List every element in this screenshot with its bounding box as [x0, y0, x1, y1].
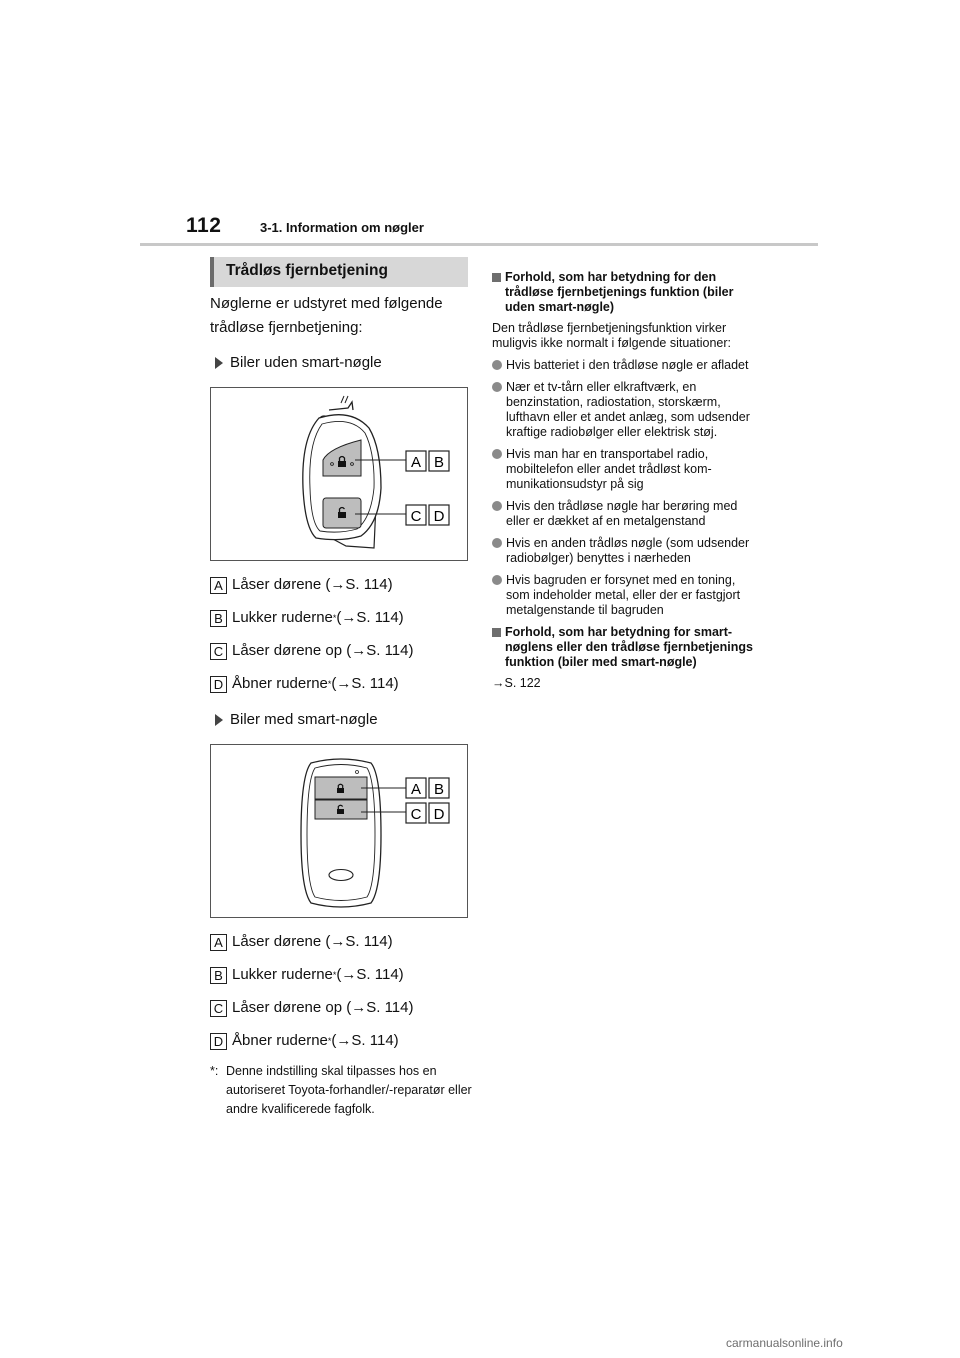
- smart-key-illustration: [211, 745, 469, 919]
- list-item: [492, 380, 754, 440]
- label-text: Lukker ruderne: [232, 609, 333, 626]
- label-row: [210, 573, 472, 597]
- list-item: [492, 499, 754, 529]
- letter-box: C: [210, 643, 227, 660]
- circle-bullet-icon: [492, 501, 502, 511]
- group-title-no-smart-key: [210, 351, 472, 375]
- label-text: Låser dørene op (→S. 114): [232, 999, 414, 1016]
- letter-box: A: [210, 577, 227, 594]
- label-ref: (→S. 114): [336, 966, 404, 983]
- intro-text: Nøglerne er udstyret med følgende trådløse fjernbetjening:: [210, 295, 443, 336]
- letter-box: D: [210, 676, 227, 693]
- list-item-text: Hvis man har en transportabel radio, mobiltelefon eller andet trådløst kommunikationsudstyr på sig: [506, 447, 712, 491]
- condition-heading-text: Forhold, som har betydning for smart-nøglens eller den trådløse fjernbetjenings funktion (biler med smart-nøgle): [505, 625, 753, 669]
- callout-b: B: [433, 781, 445, 798]
- callout-c: C: [410, 806, 422, 823]
- circle-bullet-icon: [492, 538, 502, 548]
- circle-bullet-icon: [492, 575, 502, 585]
- square-bullet-icon: [492, 628, 501, 637]
- condition-intro: Den trådløse fjernbetjeningsfunktion virker muligvis ikke normalt i følgende situationer:: [492, 321, 731, 350]
- page-reference: →S. 122: [492, 676, 541, 690]
- footnote-mark: *:: [210, 1064, 219, 1078]
- callout-d: D: [433, 508, 445, 525]
- label-ref: (→S. 114): [331, 1032, 399, 1049]
- label-text: Åbner ruderne: [232, 675, 328, 692]
- list-item: [492, 447, 754, 492]
- label-row: B Lukker ruderne * (→S. 114): [210, 963, 472, 987]
- heading-box: [210, 257, 468, 287]
- letter-box: C: [210, 1000, 227, 1017]
- triangle-bullet-icon: [215, 714, 223, 726]
- callout-a: A: [410, 454, 422, 471]
- label-text: Åbner ruderne: [232, 1032, 328, 1049]
- label-row: B Lukker ruderne * (→S. 114): [210, 606, 472, 630]
- label-text: Låser dørene (→S. 114): [232, 933, 393, 950]
- condition-heading-2: [492, 625, 754, 670]
- watermark: carmanualsonline.info: [726, 1336, 843, 1350]
- callout-d: D: [433, 806, 445, 823]
- circle-bullet-icon: [492, 449, 502, 459]
- list-item: [492, 358, 754, 373]
- flip-key-illustration: [211, 388, 469, 562]
- group-title-text: Biler uden smart-nøgle: [230, 354, 382, 371]
- footnote: [210, 1062, 472, 1119]
- label-row: [210, 639, 472, 663]
- list-item-text: Hvis en anden trådløs nøgle (som udsender radiobølger) benyttes i nærheden: [506, 536, 750, 565]
- footnote-text: Denne indstilling skal tilpasses hos en autoriseret Toyota-forhandler/-reparatør eller andre kvalificerede fagfolk.: [226, 1064, 472, 1116]
- circle-bullet-icon: [492, 360, 502, 370]
- square-bullet-icon: [492, 273, 501, 282]
- label-ref: (→S. 114): [336, 609, 404, 626]
- triangle-bullet-icon: [215, 357, 223, 369]
- letter-box: D: [210, 1033, 227, 1050]
- label-text: Låser dørene (→S. 114): [232, 576, 393, 593]
- list-item-text: Hvis den trådløse nøgle har berøring med eller er dækket af en metalgenstand: [506, 499, 738, 528]
- circle-bullet-icon: [492, 382, 502, 392]
- section-title: 3-1. Information om nøgler: [260, 220, 424, 235]
- letter-box: B: [210, 967, 227, 984]
- right-column: [492, 270, 754, 691]
- label-ref: (→S. 114): [331, 675, 399, 692]
- label-row: D Åbner ruderne * (→S. 114): [210, 1029, 472, 1053]
- label-text: Låser dørene op (→S. 114): [232, 642, 414, 659]
- label-row: [210, 930, 472, 954]
- list-item-text: Nær et tv-tårn eller elkraftværk, en benzinstation, radiostation, storskærm, lufthavn eller et andet anlæg, som udsender kraftige radiobølger eller elektrisk støj.: [506, 380, 750, 439]
- list-item: [492, 573, 754, 618]
- label-text: Lukker ruderne: [232, 966, 333, 983]
- list-item-text: Hvis bagruden er forsynet med en toning, som indeholder metal, eller der er fastgjort metalgenstande til bagruden: [506, 573, 741, 617]
- callout-a: A: [410, 781, 422, 798]
- callout-b: B: [433, 454, 445, 471]
- letter-box: A: [210, 934, 227, 951]
- figure-smart-key: [210, 744, 468, 918]
- page-number: 112: [186, 214, 222, 237]
- condition-heading-1: [492, 270, 754, 315]
- list-item-text: Hvis batteriet i den trådløse nøgle er afladet: [506, 358, 749, 372]
- condition-heading-text: Forhold, som har betydning for den trådløse fjernbetjenings funktion (biler uden smart-nøgle): [505, 270, 734, 314]
- header-rule: [140, 243, 818, 246]
- letter-box: B: [210, 610, 227, 627]
- group-title-smart-key: [210, 708, 472, 732]
- figure-flip-key: [210, 387, 468, 561]
- left-column: [210, 292, 472, 1119]
- callout-c: C: [410, 508, 422, 525]
- label-row: D Åbner ruderne * (→S. 114): [210, 672, 472, 696]
- group-title-text: Biler med smart-nøgle: [230, 711, 378, 728]
- heading-title: Trådløs fjernbetjening: [226, 262, 388, 279]
- label-row: [210, 996, 472, 1020]
- list-item: [492, 536, 754, 566]
